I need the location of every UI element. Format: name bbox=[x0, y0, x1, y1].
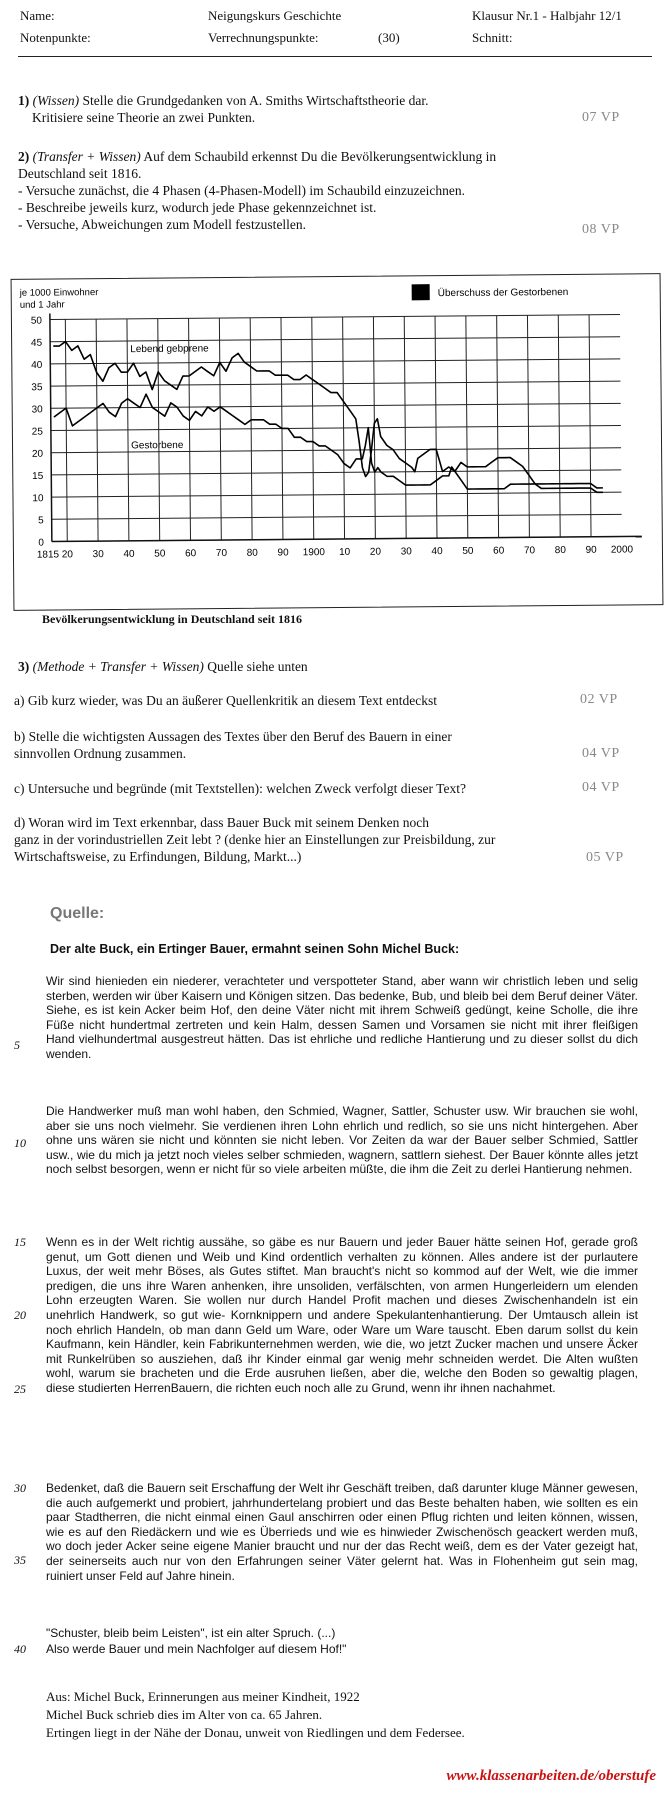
task-2-line5: - Versuche, Abweichungen zum Modell festzustellen. bbox=[18, 217, 307, 232]
y-tick-label: 50 bbox=[30, 315, 42, 327]
y-tick-label: 5 bbox=[38, 515, 44, 527]
source-paragraph-5: "Schuster, bleib beim Leisten", ist ein alter Spruch. (...) bbox=[46, 1626, 336, 1640]
footer-separator: / bbox=[594, 1768, 599, 1784]
x-tick-label: 40 bbox=[123, 548, 135, 560]
y-gridline bbox=[50, 359, 620, 364]
task-3d-line3: Wirtschaftsweise, zu Erfindungen, Bildung, Markt...) bbox=[14, 849, 302, 864]
y-tick-label: 45 bbox=[30, 337, 43, 349]
task-2-line4: - Beschreibe jeweils kurz, wodurch jede Phase gekennzeichnet ist. bbox=[18, 200, 377, 215]
x-tick-label: 20 bbox=[369, 546, 382, 558]
x-tick-label: 10 bbox=[339, 546, 351, 558]
y-gridline bbox=[51, 470, 621, 475]
x-tick-label: 80 bbox=[246, 547, 258, 559]
task-3-number: 3) bbox=[18, 659, 30, 674]
name-label: Name: bbox=[20, 8, 55, 23]
task-1-tag: (Wissen) bbox=[32, 93, 80, 108]
task-3b bbox=[14, 728, 614, 762]
y-axis-label: und 1 Jahr bbox=[19, 299, 65, 311]
x-tick-label: 40 bbox=[431, 546, 443, 558]
line-number: 5 bbox=[14, 1038, 20, 1052]
task-3a-points: 02 VP bbox=[580, 692, 618, 707]
x-tick-label: 20 bbox=[61, 549, 73, 561]
x-tick-label: 30 bbox=[400, 546, 412, 558]
credit-label: Verrechnungspunkte: bbox=[208, 30, 319, 45]
x-tick-label: 50 bbox=[462, 545, 474, 557]
y-gridline bbox=[51, 426, 621, 431]
source-reference-1: Aus: Michel Buck, Erinnerungen aus meiner Kindheit, 1922 bbox=[46, 1689, 360, 1704]
series-label-births: Lebend gebprene bbox=[130, 343, 209, 356]
source-reference-2: Michel Buck schrieb dies im Alter von ca. 65 Jahren. bbox=[46, 1707, 323, 1722]
chart-canvas bbox=[12, 274, 663, 610]
task-3-tag: (Methode + Transfer + Wissen) bbox=[32, 659, 204, 674]
chart-caption: Bevölkerungsentwicklung in Deutschland seit 1816 bbox=[42, 612, 303, 626]
x-tick-label: 2000 bbox=[610, 544, 634, 556]
task-3d-points: 05 VP bbox=[586, 850, 624, 865]
task-1-line1: Stelle die Grundgedanken von A. Smiths Wirtschaftstheorie dar. bbox=[79, 93, 429, 108]
source-paragraph-2: Die Handwerker muß man wohl haben, den Schmied, Wagner, Sattler, Schuster usw. Wir brauchen sie wohl, aber sie uns noch vielmehr. Sie verdienen ihren Lohn ehrlich und redlich, so sie uns nicht hintergehen. Aber ohne uns wären sie nicht und könnten sie nicht leben. Vor Zeiten da war der Bauer selber Schmied, Sattler usw., wie du mich ja jetzt noch vieles selber schmieden, wagnern, sattlern siehest. Der Bauer könnte alles jetzt noch selbst besorgen, wenn er nicht für so viele arbeiten müßte, die ihm die Zeit zu derlei Hantierung nehmen. bbox=[46, 1104, 638, 1177]
x-tick-label: 60 bbox=[185, 548, 197, 560]
y-tick-label: 40 bbox=[31, 359, 43, 372]
footer-section[interactable]: oberstufe bbox=[598, 1768, 656, 1784]
task-2-line2: Deutschland seit 1816. bbox=[18, 166, 142, 181]
source-reference-3: Ertingen liegt in der Nähe der Donau, unweit von Riedlingen und dem Federsee. bbox=[46, 1725, 465, 1740]
legend-swatch bbox=[412, 284, 430, 300]
task-3b-points: 04 VP bbox=[582, 746, 620, 761]
task-2 bbox=[18, 148, 618, 233]
task-1-points: 07 VP bbox=[582, 110, 620, 125]
x-tick-label: 90 bbox=[277, 547, 289, 559]
y-tick-label: 30 bbox=[31, 404, 43, 416]
x-tick-label: 70 bbox=[215, 547, 228, 560]
task-3b-line2: sinnvollen Ordnung zusammen. bbox=[14, 746, 187, 761]
legend-label: Überschuss der Gestorbenen bbox=[437, 286, 569, 300]
average-label: Schnitt: bbox=[472, 30, 513, 45]
line-number: 30 bbox=[14, 1481, 26, 1495]
y-axis-label: je 1000 Einwohner bbox=[19, 287, 99, 299]
x-tick-label: 30 bbox=[92, 549, 104, 561]
source-paragraph-1: Wir sind hienieden ein niederer, verachteter und verspotteter Stand, aber wann wir christlich leben und selig sterben, werden wir über Kaisern und Königen sitzen. Das bedenke, Bub, und bleib bei dem Beruf deiner Väter. Siehe, es ist kein Acker beim Hof, den deine Väter nicht mit ihrem Schweiß gedüngt, keine Scholle, die ihre Füße nicht hundertmal zertreten und kein Halm, dessen Samen und Vorsamen sie nicht mit ihrer fleißigen Hand vielhundertmal ausgestreut hätten. Das ist ehrliche und redliche Hantierung und zu dieser sollst du dich wenden. bbox=[46, 974, 638, 1061]
x-tick-label: 50 bbox=[154, 548, 166, 560]
y-gridline bbox=[51, 492, 621, 497]
x-tick-label: 80 bbox=[554, 545, 566, 557]
task-3c: c) Untersuche und begründe (mit Textstellen): welchen Zweck verfolgt dieser Text? bbox=[14, 781, 466, 796]
task-1-number: 1) bbox=[18, 93, 30, 108]
line-number: 15 bbox=[14, 1235, 26, 1249]
task-3d-line2: ganz in der vorindustriellen Zeit lebt ? (denke hier an Einstellungen zur Preisbildung, zur bbox=[14, 832, 496, 847]
population-chart bbox=[11, 273, 664, 611]
x-axis bbox=[52, 536, 642, 541]
task-3d-line1: d) Woran wird im Text erkennbar, dass Bauer Buck mit seinem Denken noch bbox=[14, 815, 429, 830]
y-tick-label: 35 bbox=[31, 382, 43, 394]
task-3a: a) Gib kurz wieder, was Du an äußerer Quellenkritik an diesem Text entdeckst bbox=[14, 693, 437, 708]
y-gridline bbox=[52, 514, 622, 519]
source-paragraph-6: Also werde Bauer und mein Nachfolger auf diesem Hof!" bbox=[46, 1642, 347, 1656]
source-paragraph-4: Bedenket, daß die Bauern seit Erschaffung der Welt ihr Geschäft treiben, daß darunter kluge Männer gewesen, die auch aufgemerkt und probiert, jahrhundertelang probiert und das Beste behalten haben, wie sollten es ein paar Stadtherren, die nicht einmal einen Gaul anschirren oder einen Pflug richten und leiten können, wissen, wie es auf den Riedäckern und wie es Überrieds und wie es hinwieder Zwischenösch geackert werden muß, wo doch jeder Acker seine eigene Manier braucht und nur der das Recht weiß, dem es der Vater gezeigt hat, der seinerseits auch nur von den Erfahrungen seiner Väter gelernt hat. Was in Flohenheim gut sein mag, ruiniert unser Feld auf Jahre hinein. bbox=[46, 1481, 638, 1583]
task-2-line1: Auf dem Schaubild erkennst Du die Bevölkerungsentwicklung in bbox=[140, 149, 497, 164]
task-3-rest: Quelle siehe unten bbox=[203, 659, 308, 674]
x-tick-label: 90 bbox=[585, 544, 597, 556]
source-reference bbox=[46, 1688, 465, 1742]
y-tick-label: 25 bbox=[31, 426, 43, 438]
line-number: 40 bbox=[14, 1642, 26, 1656]
course-title: Neigungskurs Geschichte bbox=[208, 8, 342, 23]
y-tick-label: 15 bbox=[32, 470, 44, 483]
task-3c-points: 04 VP bbox=[582, 780, 620, 795]
line-number: 35 bbox=[14, 1553, 26, 1567]
line-number: 10 bbox=[14, 1136, 26, 1150]
y-gridline bbox=[50, 315, 620, 320]
task-1 bbox=[18, 92, 618, 126]
task-2-points: 08 VP bbox=[582, 222, 620, 237]
task-2-tag: (Transfer + Wissen) bbox=[32, 149, 141, 164]
task-1-line2: Kritisiere seine Theorie an zwei Punkten. bbox=[32, 110, 256, 125]
y-gridline bbox=[51, 381, 621, 386]
credit-value: (30) bbox=[378, 30, 400, 45]
source-paragraph-3: Wenn es in der Welt richtig aussähe, so gäbe es nur Bauern und jeder Bauer hätte seinen Hof, gerade groß genut, um Gott dienen und Weib und Kind ordentlich verhalten zu können. Alles andere ist der purlautere Luxus, der weit mehr Böses, als Gutes stiftet. Man braucht's nicht so kommod auf der Welt, wie die immer predigen, die uns ihre Waren anhenken, ihre unsoliden, verfälschten, von armen Hungerleidern um elenden Lohn erzeugten Waren. Sie wollen nur durch Handel Profit machen und dieses Zwischenhandeln ist ein unehrlich Handwerk, so gut wie- Kornknippern und andere Spekulantenhantierung. Der Umtausch allein ist noch ehrlich Handeln, ob man dann Geld um Ware, oder Ware um Ware tauscht. Eben darum sollst du kein Kaufmann, kein Händler, kein Fabrikunternehmen werden, wie die, wo jetzt Zucker machen und unsere Äcker mit Runkelrüben so ausziehen, daß ihr Kinder einmal gar wenig mehr schneiden werdet. Die Alten wußten wohl, warum sie bracheten und die Erde ausruhen ließen, aber die, welche den Boden so gewaltig plagen, diese studierten HerrenBauern, die richten euch noch alle zu Grund, wenn ihr ihnen nachahmet. bbox=[46, 1235, 638, 1395]
footer-site-name[interactable]: www.klassenarbeiten.de bbox=[446, 1768, 595, 1784]
line-number: 25 bbox=[14, 1382, 26, 1396]
y-gridline bbox=[50, 337, 620, 342]
task-3b-line1: b) Stelle die wichtigsten Aussagen des Textes über den Beruf des Bauern in einer bbox=[14, 729, 452, 744]
x-tick-label: 70 bbox=[523, 545, 536, 557]
series-label-deaths: Gestorbene bbox=[131, 439, 184, 452]
x-tick-label: 1815 bbox=[36, 549, 60, 561]
source-heading: Der alte Buck, ein Ertinger Bauer, ermahnt seinen Sohn Michel Buck: bbox=[50, 942, 460, 956]
source-title: Quelle: bbox=[50, 905, 105, 922]
task-3d bbox=[14, 814, 614, 865]
x-tick-label: 60 bbox=[493, 545, 505, 557]
x-tick-label: 1900 bbox=[302, 547, 326, 559]
y-axis bbox=[50, 314, 52, 542]
y-tick-label: 0 bbox=[38, 537, 44, 549]
y-tick-label: 10 bbox=[32, 493, 44, 505]
header-divider bbox=[18, 56, 652, 57]
y-tick-label: 20 bbox=[31, 448, 44, 460]
task-2-line3: - Versuche zunächst, die 4 Phasen (4-Phasen-Modell) im Schaubild einzuzeichnen. bbox=[18, 183, 465, 198]
task-3 bbox=[18, 658, 618, 675]
line-number: 20 bbox=[14, 1308, 26, 1322]
births-line bbox=[53, 337, 603, 497]
task-2-number: 2) bbox=[18, 149, 30, 164]
exam-title: Klausur Nr.1 - Halbjahr 12/1 bbox=[472, 8, 622, 23]
grade-label: Notenpunkte: bbox=[20, 30, 91, 45]
footer-site[interactable] bbox=[447, 1768, 656, 1785]
